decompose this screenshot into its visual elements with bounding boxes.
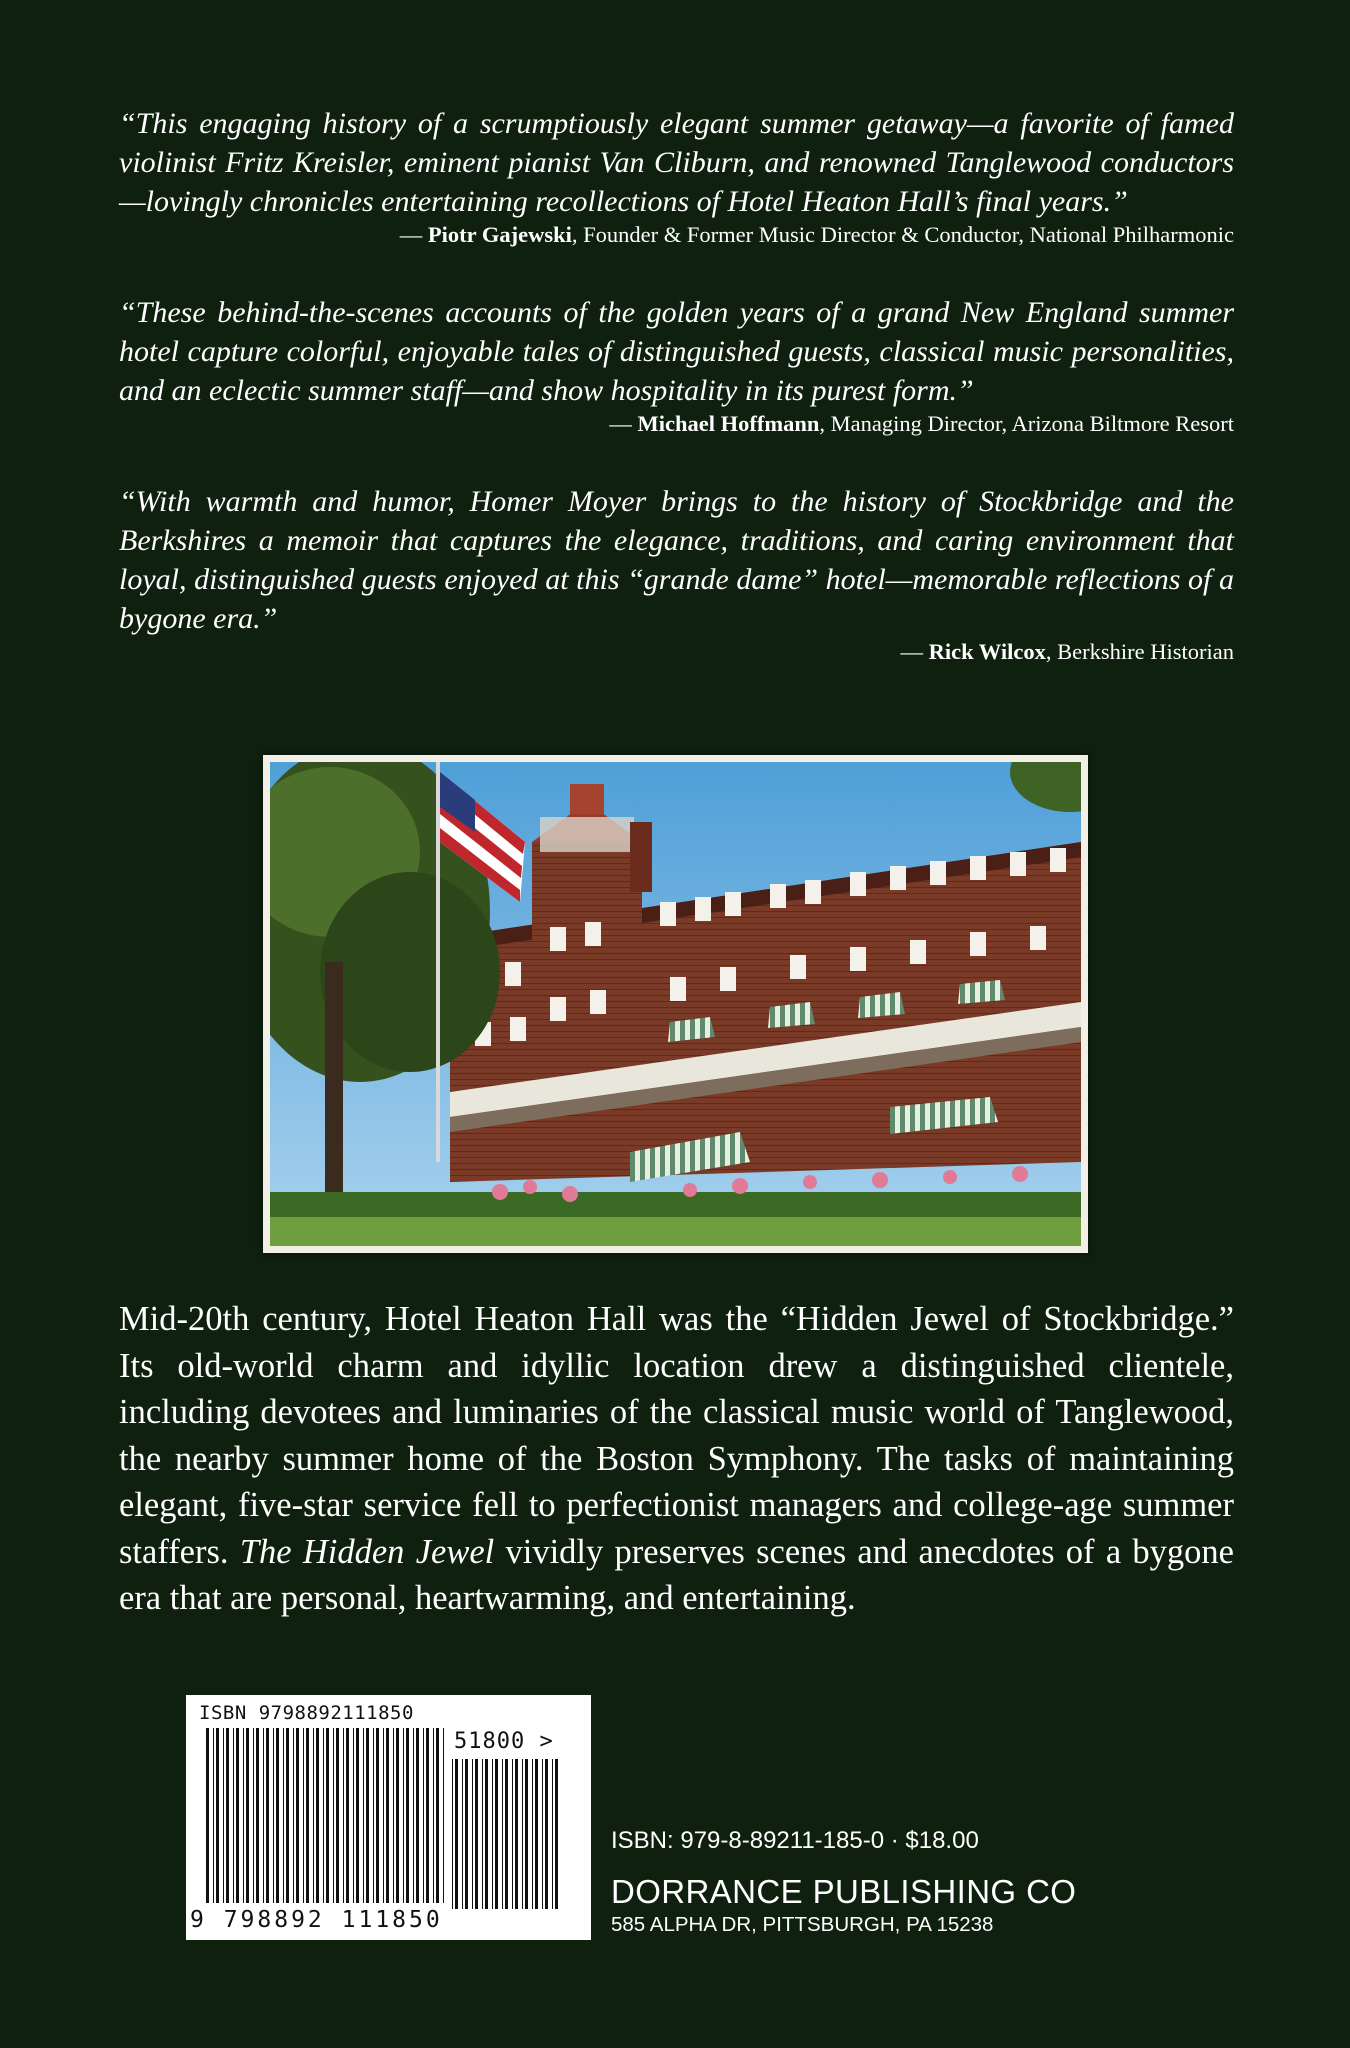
barcode-bar: [535, 1759, 538, 1909]
barcode-bar: [286, 1728, 289, 1903]
barcode-bar: [495, 1759, 498, 1909]
isbn-barcode: [186, 1695, 591, 1940]
barcode-bar: [465, 1759, 468, 1909]
endorsements: [119, 104, 1234, 710]
barcode-bar: [462, 1759, 463, 1909]
barcode-bar: [323, 1728, 324, 1903]
isbn-price-line: ISBN: 979-8-89211-185-0 · $18.00: [611, 1827, 979, 1854]
barcode-bar: [555, 1759, 558, 1909]
barcode-bar: [512, 1759, 513, 1909]
barcode-bar: [396, 1728, 399, 1903]
barcode-bar: [326, 1728, 329, 1903]
book-description: [119, 1296, 1234, 1622]
barcode-bar: [246, 1728, 249, 1903]
barcode-bar: [485, 1759, 488, 1909]
barcode-price-code: 51800 >: [454, 1729, 554, 1754]
barcode-bar: [542, 1759, 543, 1909]
barcode-bars-main: [206, 1728, 446, 1916]
barcode-bar: [552, 1759, 553, 1909]
barcode-bar: [276, 1728, 279, 1903]
barcode-isbn-label: ISBN 9798892111850: [199, 1702, 414, 1724]
hotel-photo: [263, 755, 1088, 1253]
barcode-bar: [515, 1759, 518, 1909]
barcode-bar: [406, 1728, 409, 1903]
barcode-bar: [383, 1728, 384, 1903]
barcode-bar: [206, 1728, 209, 1903]
endorser-title: , Founder & Former Music Director & Conductor, National Philharmonic: [571, 222, 1234, 247]
hotel-photo-illustration: [270, 762, 1081, 1246]
book-title-italic: The Hidden Jewel: [239, 1532, 495, 1571]
barcode-bar: [226, 1728, 229, 1903]
barcode-bar: [263, 1728, 264, 1903]
barcode-bars-addon: [452, 1759, 562, 1909]
attribution-dash: —: [900, 639, 929, 664]
barcode-bar: [303, 1728, 304, 1903]
publisher-info: [611, 1826, 1171, 1938]
barcode-bar: [386, 1728, 389, 1903]
barcode-bar: [333, 1728, 334, 1903]
barcode-bar: [223, 1728, 224, 1903]
barcode-digits: 9 798892 111850: [190, 1907, 443, 1933]
barcode-bar: [522, 1759, 523, 1909]
barcode-bar: [472, 1759, 473, 1909]
barcode-bar: [343, 1728, 344, 1903]
attribution-dash: —: [399, 222, 428, 247]
endorsement-2: [119, 293, 1234, 438]
endorsement-attribution: [119, 638, 1234, 666]
barcode-bar: [455, 1759, 458, 1909]
barcode-bar: [545, 1759, 548, 1909]
attribution-dash: —: [609, 411, 638, 436]
endorsement-1: [119, 104, 1234, 249]
barcode-bar: [253, 1728, 254, 1903]
barcode-bar: [216, 1728, 219, 1903]
endorser-title: , Managing Director, Arizona Biltmore Resort: [819, 411, 1234, 436]
barcode-bar: [413, 1728, 414, 1903]
barcode-bar: [373, 1728, 374, 1903]
barcode-bar: [403, 1728, 404, 1903]
endorser-name: Piotr Gajewski: [427, 222, 572, 247]
barcode-bar: [363, 1728, 364, 1903]
barcode-bar: [266, 1728, 269, 1903]
endorsement-attribution: [119, 221, 1234, 249]
barcode-bar: [505, 1759, 508, 1909]
barcode-bar: [436, 1728, 439, 1903]
barcode-bar: [353, 1728, 354, 1903]
barcode-bar: [316, 1728, 319, 1903]
endorsement-3: [119, 482, 1234, 666]
endorser-title: , Berkshire Historian: [1045, 639, 1234, 664]
barcode-bar: [423, 1728, 424, 1903]
endorsement-attribution: [119, 410, 1234, 438]
barcode-bar: [336, 1728, 339, 1903]
barcode-bar: [376, 1728, 379, 1903]
barcode-bar: [482, 1759, 483, 1909]
barcode-bar: [452, 1759, 453, 1909]
barcode-bar: [475, 1759, 478, 1909]
barcode-bar: [283, 1728, 284, 1903]
barcode-bar: [233, 1728, 234, 1903]
barcode-bar: [346, 1728, 349, 1903]
barcode-bar: [443, 1728, 444, 1903]
endorsement-quote: “These behind-the-scenes accounts of the golden years of a grand New England summer hotel capture colorful, enjoyable tales of distinguished guests, classical music personalities, and an eclectic summer staff—and show hospitality in its purest form.”: [119, 296, 1234, 407]
barcode-bar: [293, 1728, 294, 1903]
barcode-bar: [313, 1728, 314, 1903]
barcode-bar: [236, 1728, 239, 1903]
endorser-name: Rick Wilcox: [928, 639, 1046, 664]
barcode-bar: [273, 1728, 274, 1903]
barcode-bar: [426, 1728, 429, 1903]
barcode-bar: [502, 1759, 503, 1909]
barcode-bar: [393, 1728, 394, 1903]
barcode-bar: [492, 1759, 493, 1909]
barcode-bar: [525, 1759, 528, 1909]
barcode-bar: [532, 1759, 533, 1909]
barcode-bar: [256, 1728, 259, 1903]
endorsement-quote: “With warmth and humor, Homer Moyer brings to the history of Stockbridge and the Berkshires a memoir that captures the elegance, traditions, and caring environment that loyal, distinguished guests enjoyed at this “grande dame” hotel—memorable reflections of a bygone era.”: [119, 485, 1234, 635]
barcode-bar: [356, 1728, 359, 1903]
endorser-name: Michael Hoffmann: [637, 411, 820, 436]
description-text-end: vividly preserves scenes and anecdotes of a bygone era that are personal, heartwarming, and entertaining.: [119, 1532, 1234, 1617]
publisher-address: 585 ALPHA DR, PITTSBURGH, PA 15238: [611, 1913, 994, 1936]
barcode-bar: [243, 1728, 244, 1903]
publisher-name: DORRANCE PUBLISHING CO: [611, 1873, 1077, 1910]
description-text: Mid-20th century, Hotel Heaton Hall was the “Hidden Jewel of Stockbridge.” Its old-world charm and idyllic location drew a distinguished clientele, including devotees and luminaries of the classical music world of Tanglewood, the nearby summer home of the Boston Symphony. The tasks of maintaining elegant, five-star service fell to perfectionist managers and college-age summer staffers.: [119, 1300, 1234, 1571]
barcode-bar: [366, 1728, 369, 1903]
barcode-bar: [416, 1728, 419, 1903]
barcode-bar: [306, 1728, 309, 1903]
barcode-bar: [296, 1728, 299, 1903]
barcode-bar: [433, 1728, 434, 1903]
endorsement-quote: “This engaging history of a scrumptiously elegant summer getaway—a favorite of famed violinist Fritz Kreisler, eminent pianist Van Cliburn, and renowned Tanglewood conductors—lovingly chronicles entertaining recollections of Hotel Heaton Hall’s final years.”: [119, 107, 1234, 218]
barcode-bar: [213, 1728, 214, 1903]
